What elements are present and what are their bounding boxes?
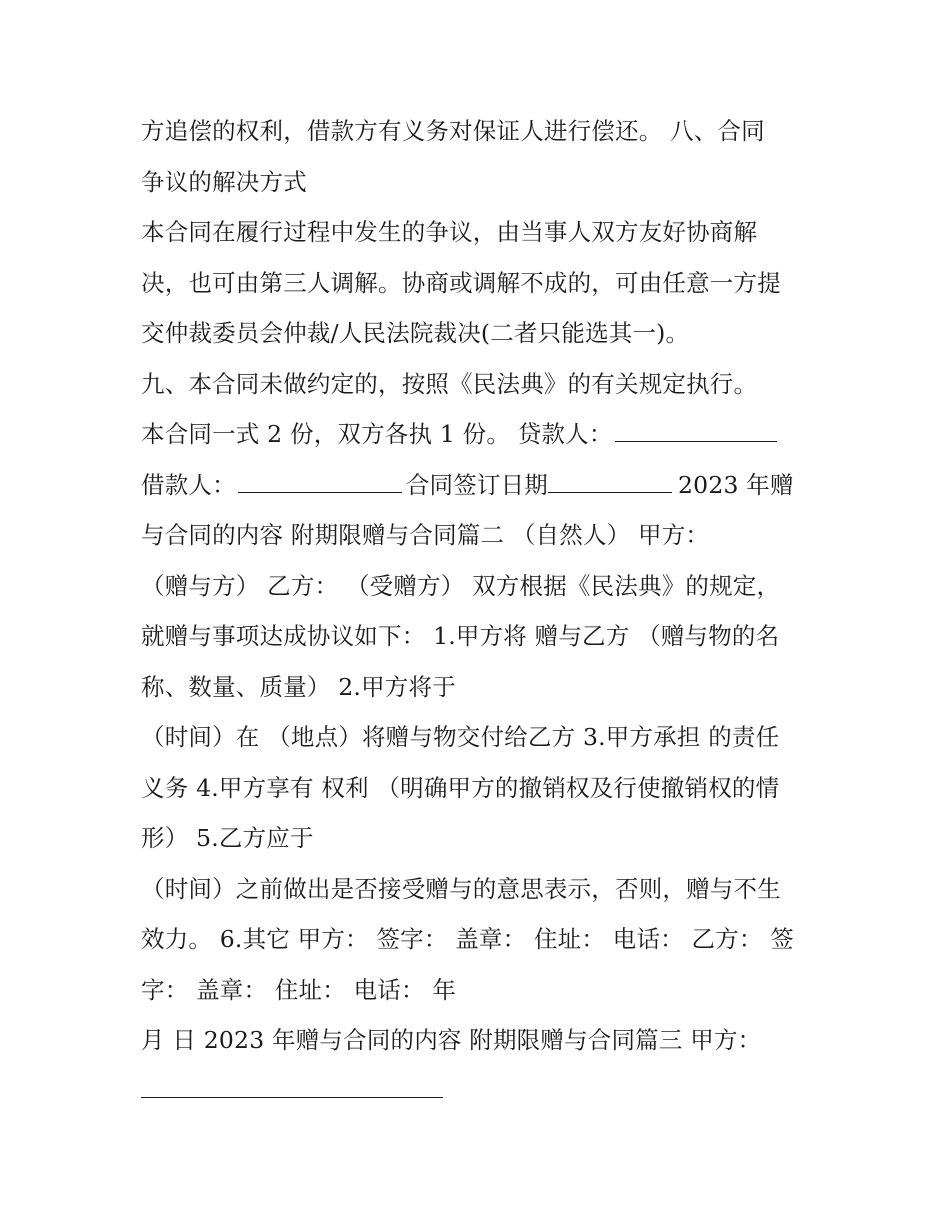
text-line: 与合同的内容 附期限赠与合同篇二 （自然人） 甲方： xyxy=(141,521,710,549)
text-line: 本合同在履行过程中发生的争议，由当事人双方友好协商解 xyxy=(141,218,758,246)
text-line: （时间）在 （地点）将赠与物交付给乙方 3.甲方承担 的责任 xyxy=(141,723,780,751)
party-a-signature-blank xyxy=(141,1097,443,1098)
text-line: 义务 4.甲方享有 权利 （明确甲方的撤销权及行使撤销权的情 xyxy=(141,773,780,802)
borrower-line xyxy=(141,460,821,511)
year-text: 2023 年赠 xyxy=(678,470,794,499)
text-line: 交仲裁委员会仲裁/人民法院裁决(二者只能选其一)。 xyxy=(141,319,690,347)
borrower-signature-blank xyxy=(238,474,402,493)
text-line: 方追偿的权利，借款方有义务对保证人进行偿还。 八、合同 xyxy=(141,117,765,145)
text-line: 就赠与事项达成协议如下： 1.甲方将 赠与乙方 （赠与物的名 xyxy=(141,622,780,650)
lender-signature-blank xyxy=(615,423,777,442)
text-line: 字： 盖章： 住址： 电话： 年 xyxy=(141,975,457,1004)
sign-date-blank xyxy=(548,474,672,493)
text-line: 决，也可由第三人调解。协商或调解不成的，可由任意一方提 xyxy=(141,268,781,297)
document-body xyxy=(141,106,821,1066)
text-line: 形） 5.乙方应于 xyxy=(141,824,314,852)
text-line: （时间）之前做出是否接受赠与的意思表示，否则，赠与不生 xyxy=(141,874,781,903)
text-line: 效力。 6.其它 甲方： 签字： 盖章： 住址： 电话： 乙方： 签 xyxy=(141,925,794,953)
text-line: 九、本合同未做约定的，按照《民法典》的有关规定执行。 xyxy=(141,369,758,398)
text-line: （赠与方） 乙方： （受赠方） 双方根据《民法典》的规定， xyxy=(141,571,781,600)
text-line: 月 日 2023 年赠与合同的内容 附期限赠与合同篇三 甲方： xyxy=(141,1026,762,1054)
lender-label: 本合同一式 2 份，双方各执 1 份。 贷款人： xyxy=(141,420,613,448)
lender-line xyxy=(141,409,821,460)
text-line: 称、数量、质量） 2.甲方将于 xyxy=(141,672,456,701)
text-line: 争议的解决方式 xyxy=(141,167,307,196)
borrower-label: 借款人： xyxy=(141,470,236,499)
sign-date-label: 合同签订日期 xyxy=(405,470,549,499)
